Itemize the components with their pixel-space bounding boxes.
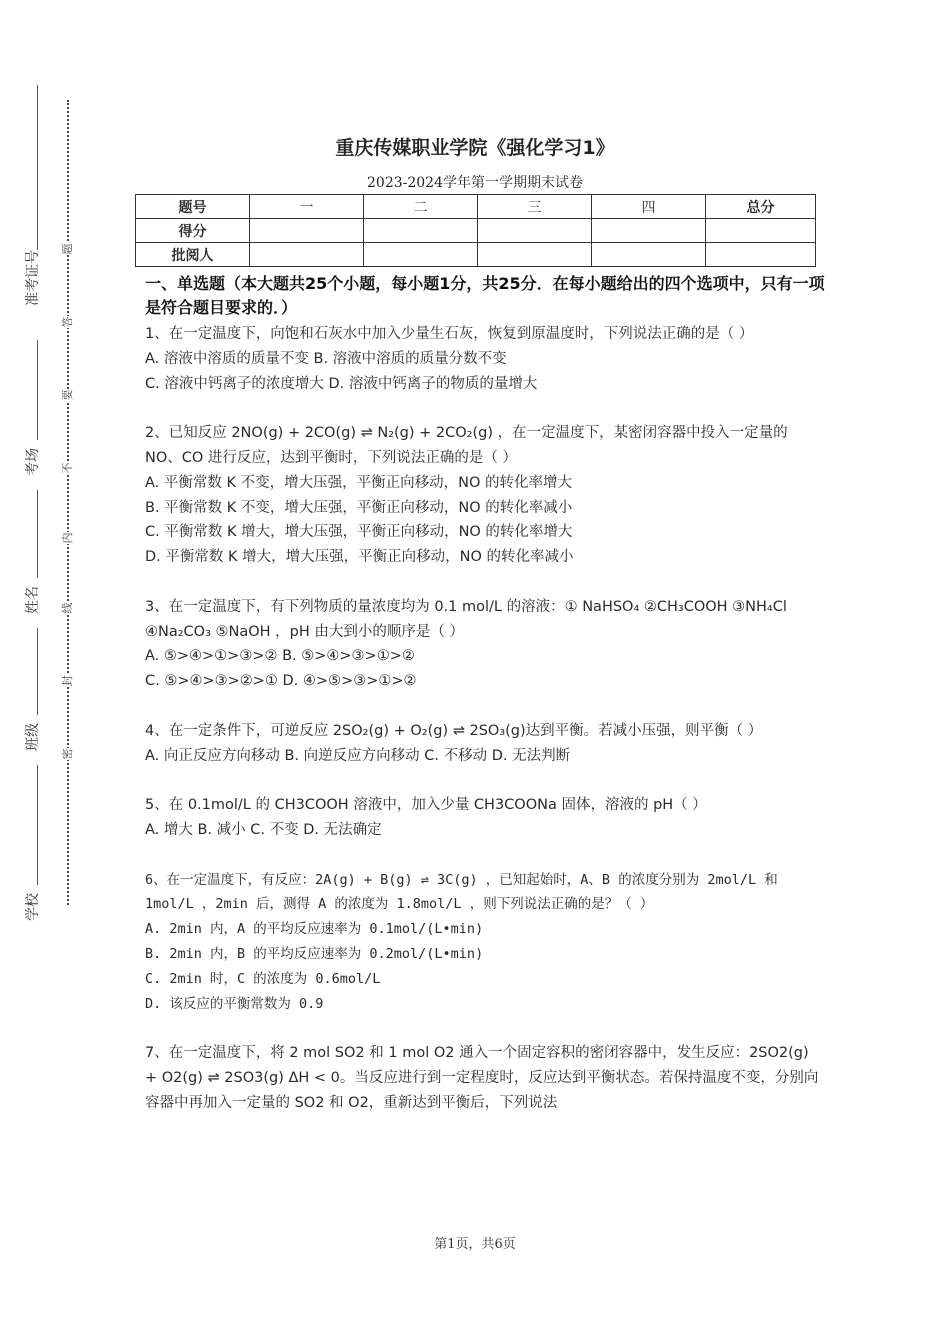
question-5	[145, 793, 825, 843]
question-stem: 1、在一定温度下，向饱和石灰水中加入少量生石灰，恢复到原温度时，下列说法正确的是（ ）	[145, 326, 754, 342]
question-3	[145, 595, 825, 694]
binding-line	[37, 85, 38, 925]
score-cell[interactable]	[592, 243, 706, 267]
question-4	[145, 719, 825, 769]
exam-subtitle: 2023-2024学年第一学期期末试卷	[367, 175, 583, 191]
question-option: A. 向正反应方向移动 B. 向逆反应方向移动 C. 不移动 D. 无法判断	[145, 747, 571, 764]
question-2	[145, 421, 825, 570]
score-table-row	[136, 219, 816, 243]
question-stem: 5、在 0.1mol/L 的 CH3COOH 溶液中，加入少量 CH3COONa 固体，溶液的 pH（ ）	[145, 797, 707, 814]
question-stem: 3、在一定温度下，有下列物质的量浓度均为 0.1 mol/L 的溶液：① NaHSO₄ ②CH₃COOH ③NH₄Cl ④Na₂CO₃ ⑤NaOH ，pH 由大到小的顺序是（ ）	[145, 598, 787, 640]
binding-char: 密	[61, 748, 74, 760]
binding-char: 答	[61, 316, 74, 328]
score-cell[interactable]	[250, 219, 364, 243]
page-footer: 第1页，共6页	[434, 1237, 516, 1252]
class-label: 班级	[22, 715, 44, 765]
score-table-header-row	[136, 195, 816, 219]
score-table-header: 四	[592, 195, 706, 219]
score-table-header: 总分	[706, 195, 816, 219]
score-cell[interactable]	[592, 219, 706, 243]
binding-char: 线	[61, 602, 74, 614]
score-table-header: 三	[478, 195, 592, 219]
score-cell[interactable]	[478, 243, 592, 267]
question-6	[145, 868, 825, 1017]
question-option: A. 增大 B. 减小 C. 不变 D. 无法确定	[145, 821, 382, 838]
question-option: C. 2min 时，C 的浓度为 0.6mol/L	[145, 970, 381, 987]
score-row-label: 得分	[136, 219, 250, 243]
binding-char: 要	[61, 389, 74, 401]
score-cell[interactable]	[478, 219, 592, 243]
exam-title: 重庆传媒职业学院《强化学习1》	[335, 137, 615, 159]
exam-content	[145, 272, 825, 1140]
score-table-row	[136, 243, 816, 267]
binding-dotted-line	[67, 100, 69, 905]
question-option: C. 平衡常数 K 增大，增大压强，平衡正向移动，NO 的转化率增大	[145, 524, 573, 541]
question-option: C. 溶液中钙离子的浓度增大 D. 溶液中钙离子的物质的量增大	[145, 375, 538, 392]
section-heading: 一、单选题（本大题共25个小题，每小题1分，共25分．在每小题给出的四个选项中，只有一项是符合题目要求的．）	[145, 274, 825, 317]
score-table-header: 题号	[136, 195, 250, 219]
binding-char: 内	[61, 532, 74, 544]
name-label: 姓名	[22, 578, 44, 628]
question-option: C. ⑤>④>③>②>① D. ④>⑤>③>①>②	[145, 673, 417, 690]
question-option: D. 平衡常数 K 增大，增大压强，平衡正向移动，NO 的转化率减小	[145, 549, 574, 566]
question-option: A. ⑤>④>①>③>② B. ⑤>④>③>①>②	[145, 648, 415, 665]
score-cell[interactable]	[250, 243, 364, 267]
question-7	[145, 1041, 825, 1115]
question-stem: 4、在一定条件下，可逆反应 2SO₂(g) + O₂(g) ⇌ 2SO₃(g)达到平衡。若减小压强，则平衡（ ）	[145, 722, 763, 739]
question-option: D. 该反应的平衡常数为 0.9	[145, 995, 324, 1012]
exam-number-label: 准考证号	[22, 250, 44, 340]
question-option: A. 溶液中溶质的质量不变 B. 溶液中溶质的质量分数不变	[145, 350, 507, 367]
question-stem: 7、在一定温度下，将 2 mol SO2 和 1 mol O2 通入一个固定容积的密闭容器中，发生反应：2SO2(g) + O2(g) ⇌ 2SO3(g) ΔH < 0。当反应进行到一定程度时，反应达到平衡状态。若保持温度不变，分别向容器中再加入一定量的 SO2 和 O2，重新达到平衡后，下列说法	[145, 1045, 819, 1111]
binding-char: 题	[61, 243, 74, 255]
score-cell[interactable]	[364, 219, 478, 243]
score-cell[interactable]	[364, 243, 478, 267]
score-cell[interactable]	[706, 219, 816, 243]
school-label: 学校	[22, 885, 44, 935]
exam-room-label: 考场	[22, 440, 44, 490]
binding-char: 不	[61, 462, 74, 474]
question-1	[145, 322, 825, 396]
binding-char: 封	[61, 675, 74, 687]
score-cell[interactable]	[706, 243, 816, 267]
question-stem: 6、在一定温度下，有反应：2A(g) + B(g) ⇌ 3C(g) ，已知起始时，A、B 的浓度分别为 2mol/L 和 1mol/L ，2min 后，测得 A 的浓度为 1.8mol/L ，则下列说法正确的是？（ ）	[145, 871, 778, 913]
question-option: B. 平衡常数 K 不变，增大压强，平衡正向移动，NO 的转化率减小	[145, 499, 573, 516]
score-table-header: 一	[250, 195, 364, 219]
score-table	[135, 194, 816, 267]
question-option: A. 平衡常数 K 不变，增大压强，平衡正向移动，NO 的转化率增大	[145, 474, 572, 491]
question-option: B. 2min 内，B 的平均反应速率为 0.2mol/(L•min)	[145, 945, 484, 962]
score-row-label: 批阅人	[136, 243, 250, 267]
question-stem: 2、已知反应 2NO(g) + 2CO(g) ⇌ N₂(g) + 2CO₂(g) ，在一定温度下，某密闭容器中投入一定量的 NO、CO 进行反应，达到平衡时，下列说法正确的是（ ）	[145, 425, 788, 466]
question-option: A. 2min 内，A 的平均反应速率为 0.1mol/(L•min)	[145, 921, 484, 938]
score-table-header: 二	[364, 195, 478, 219]
